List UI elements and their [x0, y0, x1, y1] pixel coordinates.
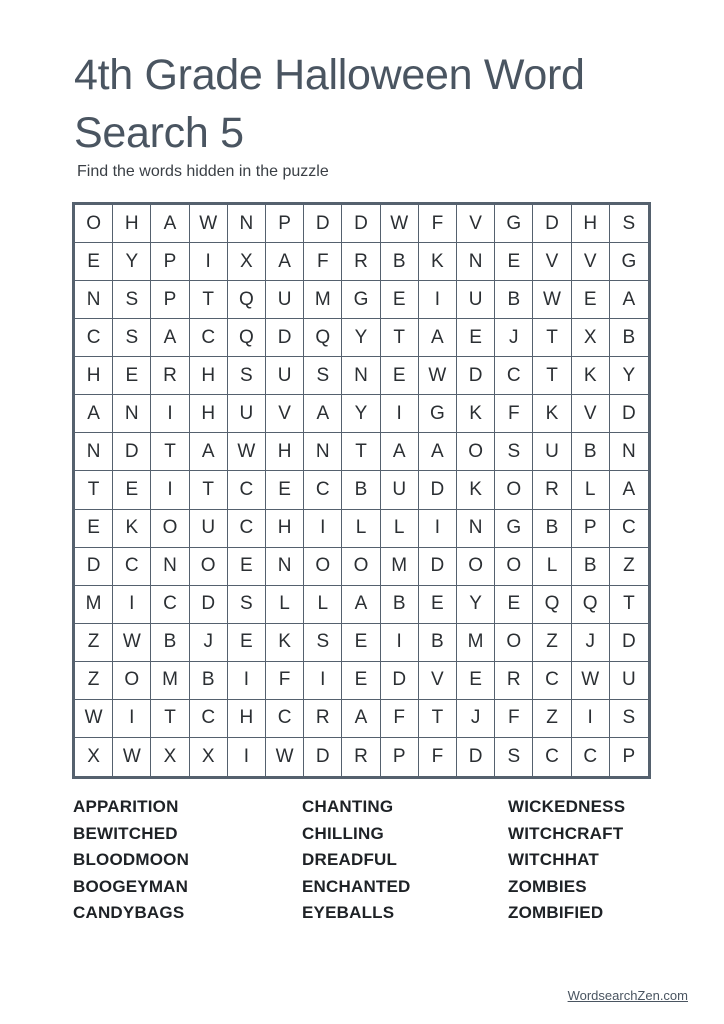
grid-cell[interactable]: A: [266, 243, 304, 281]
grid-cell[interactable]: E: [342, 662, 380, 700]
grid-cell[interactable]: F: [495, 700, 533, 738]
grid-cell[interactable]: D: [419, 471, 457, 509]
grid-cell[interactable]: Y: [342, 319, 380, 357]
grid-cell[interactable]: P: [622, 745, 636, 767]
grid-cell[interactable]: U: [266, 357, 304, 395]
grid-cell[interactable]: A: [419, 433, 457, 471]
grid-cell[interactable]: J: [572, 624, 610, 662]
grid-cell[interactable]: Z: [75, 662, 113, 700]
grid-cell[interactable]: P: [266, 205, 304, 243]
grid-cell[interactable]: I: [228, 738, 266, 776]
grid-cell[interactable]: W: [533, 281, 571, 319]
grid-cell[interactable]: S: [304, 624, 342, 662]
grid-cell[interactable]: L: [342, 510, 380, 548]
grid-cell[interactable]: O: [495, 624, 533, 662]
grid-cell[interactable]: B: [533, 510, 571, 548]
grid-cell[interactable]: V: [533, 243, 571, 281]
grid-cell[interactable]: X: [75, 738, 113, 776]
grid-cell[interactable]: M: [304, 281, 342, 319]
grid-cell[interactable]: R: [342, 243, 380, 281]
grid-cell[interactable]: C: [304, 471, 342, 509]
word-item: ENCHANTED: [302, 876, 411, 896]
grid-cell[interactable]: W: [228, 433, 266, 471]
grid-cell[interactable]: S: [610, 205, 648, 243]
grid-cell[interactable]: K: [419, 243, 457, 281]
grid-cell[interactable]: D: [610, 395, 648, 433]
grid-cell[interactable]: B: [381, 243, 419, 281]
grid-cell[interactable]: A: [75, 395, 113, 433]
grid-cell[interactable]: H: [228, 700, 266, 738]
grid-cell[interactable]: E: [572, 281, 610, 319]
grid-cell[interactable]: I: [304, 510, 342, 548]
grid-cell[interactable]: W: [113, 738, 151, 776]
grid-cell[interactable]: X: [572, 319, 610, 357]
grid-cell[interactable]: K: [113, 510, 151, 548]
grid-cell[interactable]: A: [342, 586, 380, 624]
grid-cell[interactable]: T: [190, 281, 228, 319]
grid-cell[interactable]: J: [190, 624, 228, 662]
grid-cell[interactable]: E: [266, 471, 304, 509]
grid-cell[interactable]: E: [228, 624, 266, 662]
grid-cell[interactable]: S: [610, 700, 648, 738]
grid-cell[interactable]: I: [113, 700, 151, 738]
grid-cell[interactable]: I: [572, 700, 610, 738]
grid-cell[interactable]: H: [572, 205, 610, 243]
grid-cell[interactable]: E: [381, 357, 419, 395]
grid-cell[interactable]: O: [457, 433, 495, 471]
grid-cell[interactable]: B: [151, 624, 189, 662]
grid-cell[interactable]: F: [381, 700, 419, 738]
word-item: CHANTING: [302, 797, 394, 816]
grid-cell[interactable]: G: [495, 510, 533, 548]
grid-cell[interactable]: F: [419, 205, 457, 243]
grid-cell[interactable]: L: [381, 510, 419, 548]
grid-cell[interactable]: E: [495, 243, 533, 281]
puzzle-grid-frame: [72, 202, 651, 779]
grid-cell[interactable]: P: [151, 243, 189, 281]
grid-cell[interactable]: N: [75, 281, 113, 319]
grid-cell[interactable]: O: [190, 548, 228, 586]
word-list-column-1: [73, 794, 189, 927]
grid-cell[interactable]: H: [75, 357, 113, 395]
grid-cell[interactable]: E: [228, 548, 266, 586]
grid-cell[interactable]: I: [419, 510, 457, 548]
grid-cell[interactable]: I: [151, 395, 189, 433]
grid-cell[interactable]: Z: [533, 700, 571, 738]
grid-cell[interactable]: D: [190, 586, 228, 624]
grid-cell[interactable]: R: [304, 700, 342, 738]
word-item: WITCHHAT: [508, 850, 599, 869]
grid-cell[interactable]: R: [151, 357, 189, 395]
grid-cell[interactable]: G: [495, 205, 533, 243]
grid-cell[interactable]: D: [113, 433, 151, 471]
grid-cell[interactable]: C: [572, 738, 610, 776]
grid-cell[interactable]: T: [381, 319, 419, 357]
grid-cell[interactable]: U: [533, 433, 571, 471]
grid-cell[interactable]: T: [419, 700, 457, 738]
grid-cell[interactable]: C: [113, 548, 151, 586]
grid-cell[interactable]: U: [228, 395, 266, 433]
grid-cell[interactable]: S: [228, 586, 266, 624]
grid-cell[interactable]: D: [342, 205, 380, 243]
grid-cell[interactable]: N: [228, 205, 266, 243]
grid-cell[interactable]: A: [151, 205, 189, 243]
grid-cell[interactable]: N: [113, 395, 151, 433]
grid-cell[interactable]: I: [304, 662, 342, 700]
grid-cell[interactable]: K: [457, 471, 495, 509]
grid-cell[interactable]: T: [533, 319, 571, 357]
word-item: BLOODMOON: [73, 850, 190, 869]
grid-cell[interactable]: B: [381, 586, 419, 624]
grid-cell[interactable]: M: [151, 662, 189, 700]
grid-cell[interactable]: N: [266, 548, 304, 586]
grid-cell[interactable]: U: [381, 471, 419, 509]
grid-cell[interactable]: L: [533, 548, 571, 586]
grid-cell[interactable]: P: [151, 281, 189, 319]
grid-cell[interactable]: Y: [457, 586, 495, 624]
grid-cell[interactable]: S: [113, 281, 151, 319]
grid-cell[interactable]: N: [304, 433, 342, 471]
grid-cell[interactable]: T: [190, 471, 228, 509]
grid-cell[interactable]: O: [75, 205, 113, 243]
grid-cell[interactable]: O: [495, 471, 533, 509]
grid-cell[interactable]: I: [228, 662, 266, 700]
grid-cell[interactable]: I: [113, 586, 151, 624]
grid-cell[interactable]: D: [533, 205, 571, 243]
grid-cell[interactable]: I: [190, 243, 228, 281]
grid-cell[interactable]: A: [304, 395, 342, 433]
grid-cell[interactable]: D: [457, 738, 495, 776]
word-item: ZOMBIES: [508, 876, 587, 896]
grid-cell[interactable]: E: [342, 624, 380, 662]
grid-cell[interactable]: C: [228, 471, 266, 509]
grid-cell[interactable]: B: [572, 433, 610, 471]
word-item: BOOGEYMAN: [73, 876, 189, 896]
word-list-column-3: [508, 794, 625, 927]
grid-cell[interactable]: I: [151, 471, 189, 509]
grid-cell[interactable]: X: [228, 243, 266, 281]
grid-cell[interactable]: C: [533, 662, 571, 700]
grid-cell[interactable]: S: [113, 319, 151, 357]
grid-cell[interactable]: U: [610, 662, 648, 700]
grid-cell[interactable]: A: [151, 319, 189, 357]
grid-cell[interactable]: R: [342, 738, 380, 776]
grid-cell[interactable]: J: [457, 700, 495, 738]
grid-cell[interactable]: V: [572, 395, 610, 433]
grid-cell[interactable]: K: [457, 395, 495, 433]
word-item: CHILLING: [302, 823, 384, 843]
grid-cell[interactable]: C: [151, 586, 189, 624]
grid-cell[interactable]: F: [266, 662, 304, 700]
grid-cell[interactable]: H: [113, 205, 151, 243]
grid-cell[interactable]: K: [266, 624, 304, 662]
grid-cell[interactable]: N: [457, 510, 495, 548]
grid-cell[interactable]: C: [190, 319, 228, 357]
grid-cell[interactable]: B: [610, 319, 648, 357]
grid-cell[interactable]: N: [151, 548, 189, 586]
grid-cell[interactable]: D: [610, 624, 648, 662]
grid-cell[interactable]: D: [457, 357, 495, 395]
grid-cell[interactable]: C: [228, 510, 266, 548]
grid-cell[interactable]: Y: [342, 395, 380, 433]
grid-cell[interactable]: Q: [228, 319, 266, 357]
grid-cell[interactable]: E: [75, 243, 113, 281]
word-item: DREADFUL: [302, 850, 398, 869]
grid-cell[interactable]: Z: [610, 548, 648, 586]
grid-cell[interactable]: U: [266, 281, 304, 319]
grid-cell[interactable]: Q: [533, 586, 571, 624]
grid-cell[interactable]: P: [572, 510, 610, 548]
grid-cell[interactable]: N: [342, 357, 380, 395]
grid-cell[interactable]: L: [266, 586, 304, 624]
word-item: CANDYBAGS: [73, 903, 185, 922]
grid-cell[interactable]: V: [572, 243, 610, 281]
grid-cell[interactable]: M: [75, 586, 113, 624]
grid-cell[interactable]: S: [495, 433, 533, 471]
grid-cell[interactable]: A: [610, 471, 648, 509]
grid-cell[interactable]: V: [457, 205, 495, 243]
grid-cell[interactable]: Q: [304, 319, 342, 357]
grid-cell[interactable]: G: [342, 281, 380, 319]
grid-cell[interactable]: U: [457, 281, 495, 319]
grid-cell[interactable]: O: [342, 548, 380, 586]
grid-cell[interactable]: O: [304, 548, 342, 586]
grid-cell[interactable]: H: [266, 510, 304, 548]
grid-cell[interactable]: C: [495, 357, 533, 395]
grid-cell[interactable]: K: [533, 395, 571, 433]
grid-cell[interactable]: W: [381, 205, 419, 243]
grid-cell[interactable]: T: [151, 433, 189, 471]
grid-cell[interactable]: V: [266, 395, 304, 433]
grid-cell[interactable]: A: [190, 433, 228, 471]
grid-cell[interactable]: B: [419, 624, 457, 662]
grid-cell[interactable]: S: [495, 738, 533, 776]
grid-cell[interactable]: U: [190, 510, 228, 548]
grid-cell[interactable]: Q: [572, 586, 610, 624]
grid-cell[interactable]: C: [75, 319, 113, 357]
grid-cell[interactable]: W: [572, 662, 610, 700]
footer-site-link[interactable]: WordsearchZen.com: [567, 988, 688, 1003]
grid-cell[interactable]: B: [342, 471, 380, 509]
grid-cell[interactable]: C: [533, 738, 571, 776]
grid-cell[interactable]: E: [457, 319, 495, 357]
grid-cell[interactable]: R: [533, 471, 571, 509]
grid-cell[interactable]: V: [419, 662, 457, 700]
grid-cell[interactable]: Y: [113, 243, 151, 281]
grid-cell[interactable]: D: [304, 738, 342, 776]
grid-cell[interactable]: T: [342, 433, 380, 471]
grid-cell[interactable]: E: [113, 357, 151, 395]
grid-cell[interactable]: A: [610, 281, 648, 319]
puzzle-grid: [75, 205, 648, 776]
grid-cell[interactable]: D: [381, 662, 419, 700]
grid-cell[interactable]: H: [190, 395, 228, 433]
grid-cell[interactable]: E: [495, 586, 533, 624]
grid-cell[interactable]: O: [151, 510, 189, 548]
grid-cell[interactable]: G: [610, 243, 648, 281]
grid-cell[interactable]: N: [610, 433, 648, 471]
grid-cell[interactable]: T: [610, 586, 648, 624]
grid-cell[interactable]: H: [266, 433, 304, 471]
grid-cell[interactable]: F: [304, 243, 342, 281]
grid-cell[interactable]: D: [304, 205, 342, 243]
grid-cell[interactable]: P: [381, 738, 419, 776]
word-item: BEWITCHED: [73, 823, 178, 843]
grid-cell[interactable]: K: [572, 357, 610, 395]
grid-cell[interactable]: T: [533, 357, 571, 395]
grid-cell[interactable]: T: [151, 700, 189, 738]
word-item: WICKEDNESS: [508, 797, 626, 816]
grid-cell[interactable]: O: [495, 548, 533, 586]
grid-cell[interactable]: R: [495, 662, 533, 700]
grid-cell[interactable]: N: [457, 243, 495, 281]
word-list: [73, 794, 673, 926]
word-item: ZOMBIFIED: [508, 903, 604, 922]
grid-cell[interactable]: S: [304, 357, 342, 395]
grid-cell[interactable]: E: [75, 510, 113, 548]
grid-cell[interactable]: C: [610, 510, 648, 548]
grid-cell[interactable]: Q: [228, 281, 266, 319]
grid-cell[interactable]: I: [381, 395, 419, 433]
grid-cell[interactable]: F: [495, 395, 533, 433]
grid-cell[interactable]: S: [228, 357, 266, 395]
grid-cell[interactable]: M: [381, 548, 419, 586]
grid-cell[interactable]: M: [457, 624, 495, 662]
grid-cell[interactable]: C: [266, 700, 304, 738]
grid-cell[interactable]: G: [419, 395, 457, 433]
grid-cell[interactable]: O: [457, 548, 495, 586]
grid-cell[interactable]: D: [266, 319, 304, 357]
grid-cell[interactable]: X: [151, 738, 189, 776]
grid-cell[interactable]: B: [572, 548, 610, 586]
grid-cell[interactable]: A: [342, 700, 380, 738]
grid-cell[interactable]: Z: [533, 624, 571, 662]
grid-cell[interactable]: E: [381, 281, 419, 319]
grid-cell[interactable]: B: [190, 662, 228, 700]
page-title: 4th Grade Halloween Word Search 5: [74, 51, 585, 157]
grid-cell[interactable]: I: [381, 624, 419, 662]
grid-cell[interactable]: E: [113, 471, 151, 509]
grid-cell[interactable]: H: [190, 357, 228, 395]
grid-cell[interactable]: C: [190, 700, 228, 738]
grid-cell[interactable]: W: [419, 357, 457, 395]
grid-cell[interactable]: W: [190, 205, 228, 243]
grid-cell[interactable]: T: [75, 471, 113, 509]
grid-cell[interactable]: A: [381, 433, 419, 471]
grid-cell[interactable]: Y: [610, 357, 648, 395]
grid-cell[interactable]: N: [75, 433, 113, 471]
grid-cell[interactable]: W: [75, 700, 113, 738]
grid-cell[interactable]: D: [419, 548, 457, 586]
grid-cell[interactable]: D: [75, 548, 113, 586]
grid-cell[interactable]: A: [419, 319, 457, 357]
grid-cell[interactable]: Z: [75, 624, 113, 662]
grid-cell[interactable]: L: [304, 586, 342, 624]
grid-cell[interactable]: W: [113, 624, 151, 662]
grid-cell[interactable]: X: [190, 738, 228, 776]
grid-cell[interactable]: E: [457, 662, 495, 700]
grid-cell[interactable]: F: [419, 738, 457, 776]
grid-cell[interactable]: W: [266, 738, 304, 776]
page-subtitle: Find the words hidden in the puzzle: [77, 163, 329, 180]
word-item: WITCHCRAFT: [508, 823, 624, 843]
grid-cell[interactable]: E: [419, 586, 457, 624]
word-item: APPARITION: [73, 797, 179, 816]
grid-cell[interactable]: B: [495, 281, 533, 319]
grid-cell[interactable]: O: [113, 662, 151, 700]
grid-cell[interactable]: J: [495, 319, 533, 357]
word-item: EYEBALLS: [302, 903, 395, 922]
grid-cell[interactable]: I: [419, 281, 457, 319]
grid-cell[interactable]: L: [572, 471, 610, 509]
word-list-column-2: [302, 794, 411, 927]
